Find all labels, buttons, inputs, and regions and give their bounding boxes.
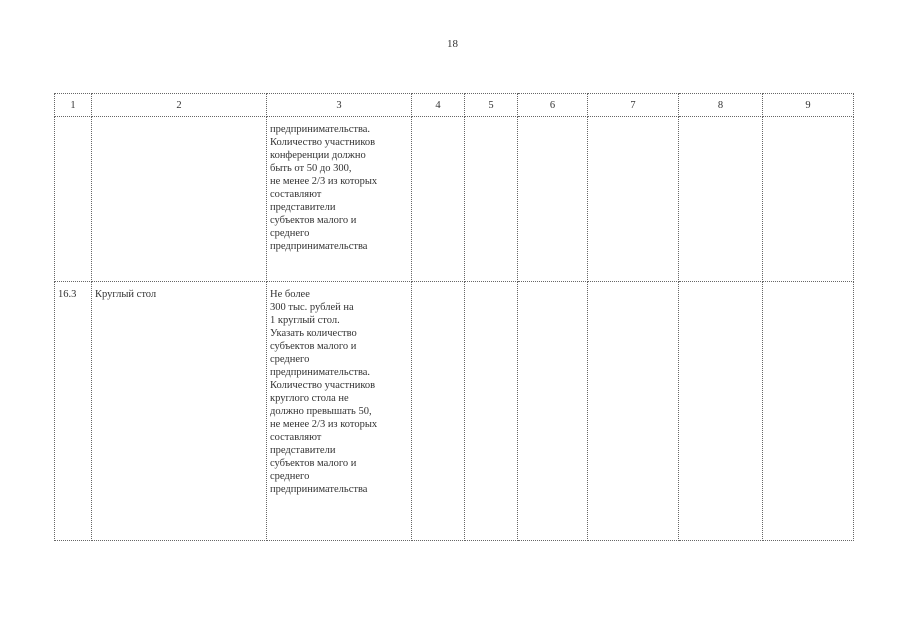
row-description-cell: Не более 300 тыс. рублей на 1 круглый стол. Указать количество субъектов малого и среднего предпринимательства. Количество участников круглого стола не должно превышать 50, не менее 2/3 из которых составляют представители субъектов малого и среднего предпринимательства — [267, 282, 412, 541]
column-header: 3 — [267, 94, 412, 117]
row-description-cell: предпринимательства. Количество участников конференции должно быть от 50 до 300, не менее 2/3 из которых составляют представители субъектов малого и среднего предпринимательства — [267, 117, 412, 282]
column-header: 8 — [679, 94, 763, 117]
column-header: 7 — [588, 94, 679, 117]
empty-cell — [763, 117, 854, 282]
column-header: 6 — [518, 94, 588, 117]
page-number: 18 — [447, 38, 458, 50]
empty-cell — [518, 117, 588, 282]
empty-cell — [588, 117, 679, 282]
row-name-cell — [92, 117, 267, 282]
row-number-cell: 16.3 — [55, 282, 92, 541]
column-header: 9 — [763, 94, 854, 117]
empty-cell — [412, 282, 465, 541]
column-header: 4 — [412, 94, 465, 117]
row-name-cell: Круглый стол — [92, 282, 267, 541]
empty-cell — [465, 282, 518, 541]
table-row — [55, 117, 854, 282]
empty-cell — [679, 282, 763, 541]
empty-cell — [679, 117, 763, 282]
column-header: 2 — [92, 94, 267, 117]
column-header: 1 — [55, 94, 92, 117]
table-row — [55, 282, 854, 541]
empty-cell — [763, 282, 854, 541]
empty-cell — [588, 282, 679, 541]
empty-cell — [465, 117, 518, 282]
empty-cell — [412, 117, 465, 282]
column-header: 5 — [465, 94, 518, 117]
data-table — [54, 93, 854, 541]
empty-cell — [518, 282, 588, 541]
table-header-row — [55, 94, 854, 117]
row-number-cell — [55, 117, 92, 282]
